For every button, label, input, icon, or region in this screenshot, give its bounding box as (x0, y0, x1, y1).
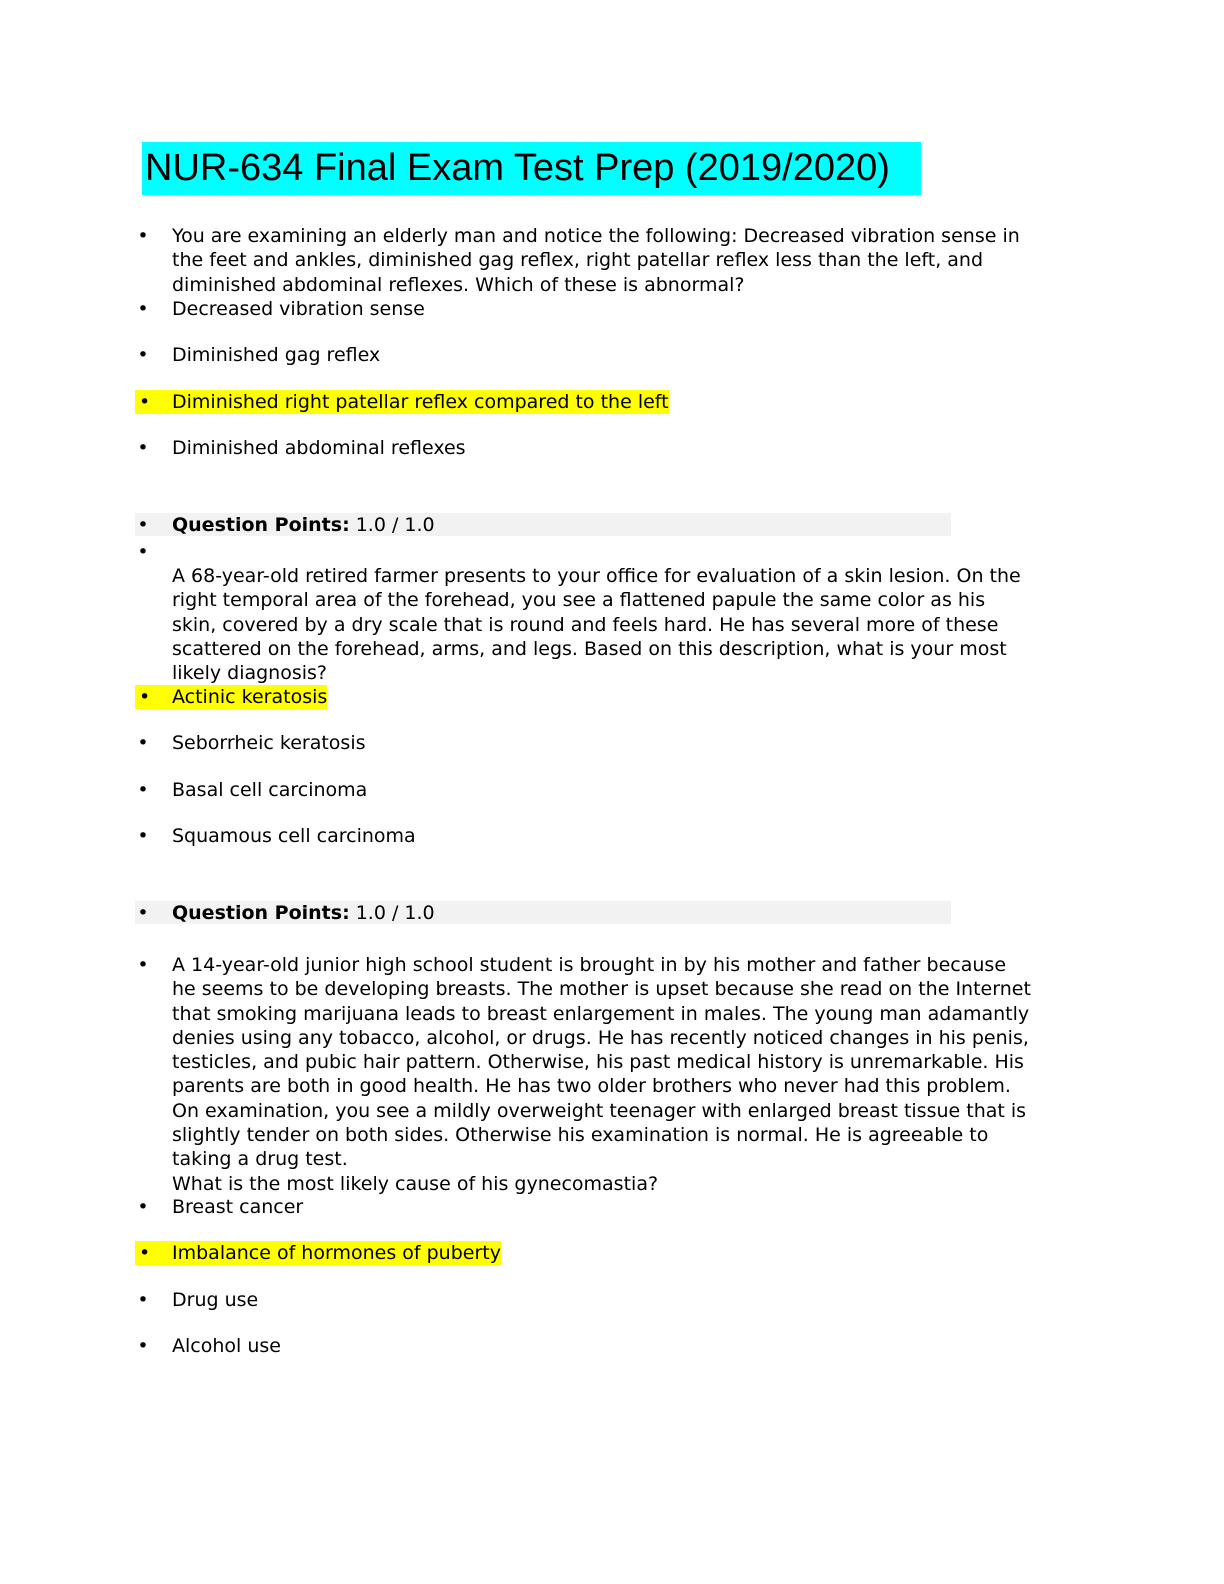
option-text: Breast cancer (172, 1196, 304, 1218)
bullet-icon: • (135, 1241, 172, 1265)
points-value: 1.0 / 1.0 (355, 902, 435, 924)
option-text: Drug use (172, 1289, 259, 1311)
bullet-icon: • (137, 225, 149, 247)
points-value: 1.0 / 1.0 (355, 514, 435, 536)
option-text: Basal cell carcinoma (172, 779, 368, 801)
bullet-icon: • (137, 514, 149, 536)
option-text: Decreased vibration sense (172, 298, 425, 320)
bullet-icon: • (137, 437, 149, 459)
option-text: Diminished gag reflex (172, 344, 381, 366)
question-text: A 68-year-old retired farmer presents to your office for evaluation of a skin lesion. On the right temporal area of the forehead, you see a flattened papule the same color as his skin, covered by a dry scale that is round and feels hard. He has several more of these scattered on the forehead, arms, and legs. Based on this description, what is your most likely diagnosis? (172, 565, 1021, 685)
question-text: You are examining an elderly man and notice the following: Decreased vibration sense in the feet and ankles, diminished gag reflex, right patellar reflex less than the left, and diminished abdominal reflexes. Which of these is abnormal? (172, 225, 1020, 296)
bullet-icon: • (137, 541, 149, 563)
option-text: Diminished abdominal reflexes (172, 437, 466, 459)
option-text: Imbalance of hormones of puberty (172, 1242, 501, 1264)
bullet-icon: • (137, 1289, 149, 1311)
bullet-icon: • (137, 902, 149, 924)
page-title: NUR-634 Final Exam Test Prep (2019/2020) (142, 142, 921, 195)
bullet-icon: • (137, 344, 149, 366)
bullet-icon: • (137, 298, 149, 320)
question-followup: What is the most likely cause of his gynecomastia? (172, 1172, 659, 1195)
bullet-icon: • (135, 685, 172, 709)
points-label: Question Points: (172, 902, 350, 924)
bullet-icon: • (135, 390, 172, 414)
option-text: Diminished right patellar reflex compared to the left (172, 391, 669, 413)
option-text: Actinic keratosis (172, 686, 328, 708)
bullet-icon: • (137, 732, 149, 754)
bullet-icon: • (137, 779, 149, 801)
option-text: Alcohol use (172, 1335, 281, 1357)
bullet-icon: • (137, 954, 149, 976)
bullet-icon: • (137, 1335, 149, 1357)
option-text: Squamous cell carcinoma (172, 825, 416, 847)
option-text: Seborrheic keratosis (172, 732, 366, 754)
bullet-icon: • (137, 825, 149, 847)
bullet-icon: • (137, 1196, 149, 1218)
points-label: Question Points: (172, 514, 350, 536)
question-text: A 14-year-old junior high school student is brought in by his mother and father because he seems to be developing breasts. The mother is upset because she read on the Internet that smoking marijuana leads to breast enlargement in males. The young man adamantly denies using any tobacco, alcohol, or drugs. He has recently noticed changes in his penis, testicles, and pubic hair pattern. Otherwise, his past medical history is unremarkable. His parents are both in good health. He has two older brothers who never had this problem. On examination, you see a mildly overweight teenager with enlarged breast tissue that is slightly tender on both sides. Otherwise his examination is normal. He is agreeable to taking a drug test. (172, 954, 1031, 1171)
